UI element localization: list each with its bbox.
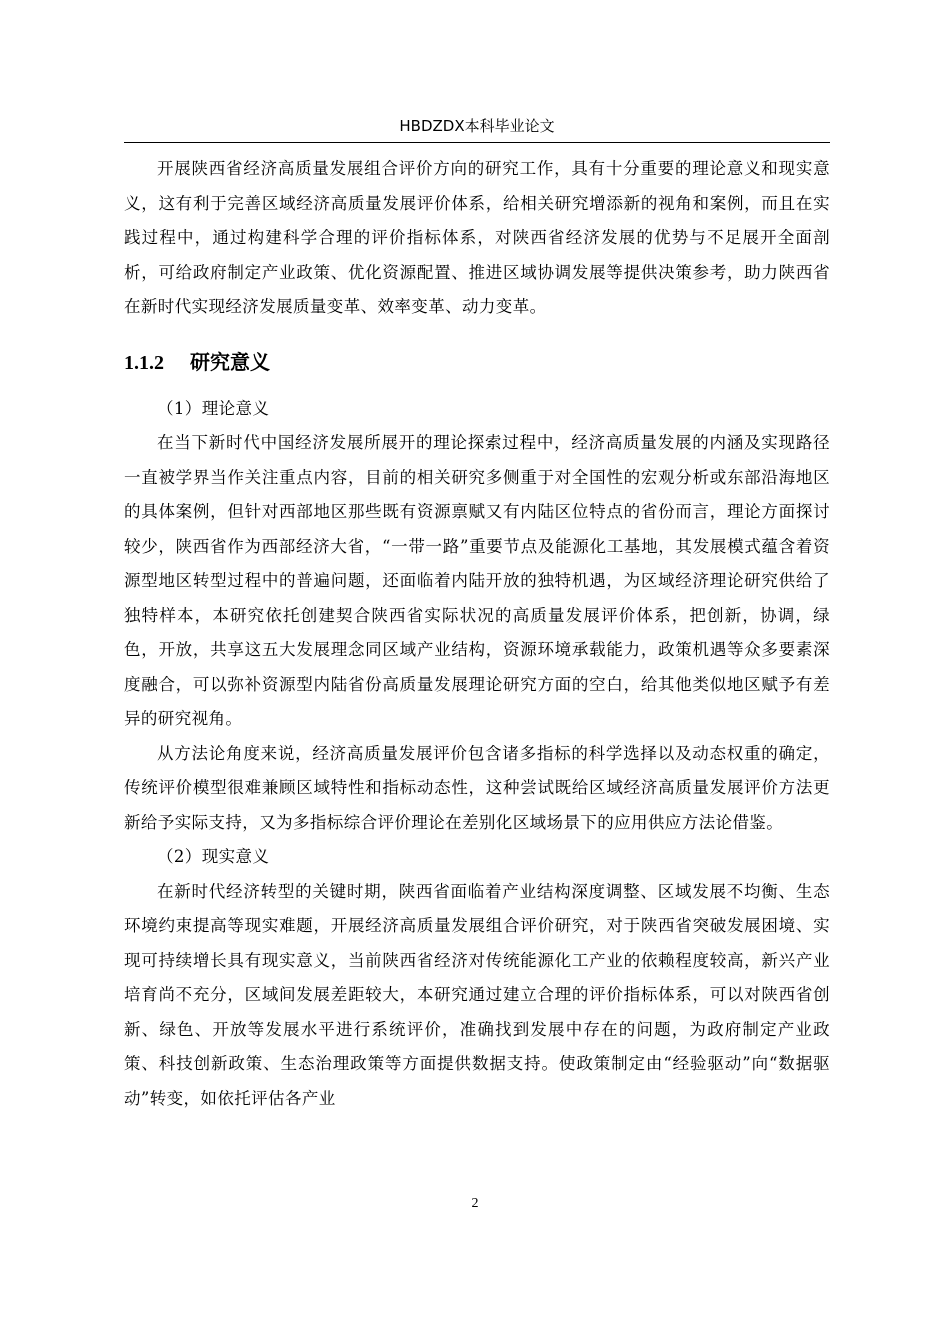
practice-subheading: （2）现实意义 (157, 847, 270, 866)
theory-paragraph-1: 在当下新时代中国经济发展所展开的理论探索过程中，经济高质量发展的内涵及实现路径一直被学界当作关注重点内容，目前的相关研究多侧重于对全国性的宏观分析或东部沿海地区的具体案例，但针对西部地区那些既有资源禀赋又有内陆区位特点的省份而言，理论方面探讨较少，陕西省作为西部经济大省，“一带一路”重要节点及能源化工基地，其发展模式蕴含着资源型地区转型过程中的普遍问题，还面临着内陆开放的独特机遇，为区域经济理论研究供给了独特样本，本研究依托创建契合陕西省实际状况的高质量发展评价体系，把创新，协调，绿色，开放，共享这五大发展理念同区域产业结构，资源环境承载能力，政策机遇等众多要素深度融合，可以弥补资源型内陆省份高质量发展理论研究方面的空白，给其他类似地区赋予有差异的研究视角。 (124, 433, 830, 728)
theory-paragraph-2: 从方法论角度来说，经济高质量发展评价包含诸多指标的科学选择以及动态权重的确定，传统评价模型很难兼顾区域特性和指标动态性，这种尝试既给区域经济高质量发展评价方法更新给予实际支持，又为多指标综合评价理论在差别化区域场景下的应用供应方法论借鉴。 (124, 743, 830, 832)
document-body (124, 152, 830, 1116)
page-number: 2 (471, 1196, 479, 1211)
section-number: 1.1.2 (124, 351, 164, 374)
practice-paragraph-1: 在新时代经济转型的关键时期，陕西省面临着产业结构深度调整、区域发展不均衡、生态环境约束提高等现实难题，开展经济高质量发展组合评价研究，对于陕西省突破发展困境、实现可持续增长具有现实意义，当前陕西省经济对传统能源化工产业的依赖程度较高，新兴产业培育尚不充分，区域间发展差距较大，本研究通过建立合理的评价指标体系，可以对陕西省创新、绿色、开放等发展水平进行系统评价，准确找到发展中存在的问题，为政府制定产业政策、科技创新政策、生态治理政策等方面提供数据支持。使政策制定由“经验驱动”向“数据驱动”转变，如依托评估各产业 (124, 881, 830, 1108)
theory-subheading: （1）理论意义 (157, 398, 270, 418)
intro-paragraph: 开展陕西省经济高质量发展组合评价方向的研究工作，具有十分重要的理论意义和现实意义，这有利于完善区域经济高质量发展评价体系，给相关研究增添新的视角和案例，而且在实践过程中，通过构建科学合理的评价指标体系，对陕西省经济发展的优势与不足展开全面剖析，可给政府制定产业政策、优化资源配置、推进区域协调发展等提供决策参考，助力陕西省在新时代实现经济发展质量变革、效率变革、动力变革。 (124, 159, 830, 316)
running-header: HBDZDX本科毕业论文 (399, 117, 555, 135)
section-heading (124, 347, 830, 378)
section-title: 研究意义 (190, 349, 270, 374)
header-rule (124, 142, 830, 143)
